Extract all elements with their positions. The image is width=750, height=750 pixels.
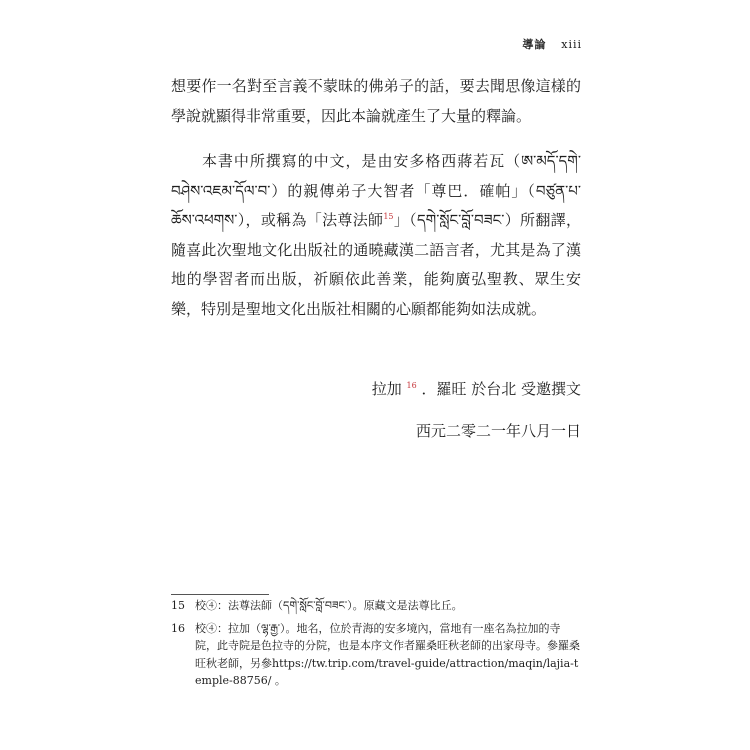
paragraph-2 [171,147,581,324]
footnote-number: 15 [171,599,185,612]
author-name-part-2: ．羅旺 於台北 受邀撰文 [421,380,581,398]
paragraph-2-part-1: 本書中所撰寫的中文，是由安多格西蔣若瓦（ཨ་མདོ་དགེ་བཤེས་འཇམ་དོལ་བ་）的親傳弟子大智者「尊巴．確帕」（བཙུན་པ་ཆོས་འཕགས་），或稱為「法尊法師 [171,152,581,229]
paragraph-2-part-2: 」（དགེ་སློང་བློ་བཟང་）所翻譯，隨喜此次聖地文化出版社的通曉藏漢二語言者，尤其是為了漢地的學習者而出版，祈願依此善業，能夠廣弘聖教、眾生安樂，特別是聖地文化出版社相關的心願都能夠如法成就。 [171,211,581,318]
signature-date: 西元二零二一年八月一日 [415,422,581,440]
paragraph-1: 想要作一名對至言義不蒙昧的佛弟子的話，要去聞思像這樣的學說就顯得非常重要，因此本論就產生了大量的釋論。 [171,77,581,125]
footnote-text: 校④：拉加（ལྷ་རྒྱ་）。地名，位於青海的安多境內，當地有一座名為拉加的寺院，此寺院是色拉寺的分院，也是本序文作者羅桑旺秋老師的出家母寺。參羅桑旺秋老師，另參https://tw.trip.com/travel-guide/attraction/maqin/lajia-temple-88756/ 。 [195,621,580,687]
running-header [522,36,582,52]
footnote-15 [171,597,581,615]
footnotes-section [171,597,581,695]
footnote-divider [171,594,269,595]
author-signature [372,378,581,399]
footnote-text: 校④：法尊法師（དགེ་སློང་བློ་བཟང་）。原藏文是法尊比丘。 [195,599,463,612]
footnote-16 [171,620,581,690]
footnote-ref-15[interactable]: 15 [383,212,394,221]
header-title: 導論 [522,38,547,51]
page-number: xiii [561,38,582,51]
footnote-ref-16[interactable]: 16 [406,381,417,390]
author-name-part-1: 拉加 [371,380,402,398]
footnote-number: 16 [171,621,185,635]
